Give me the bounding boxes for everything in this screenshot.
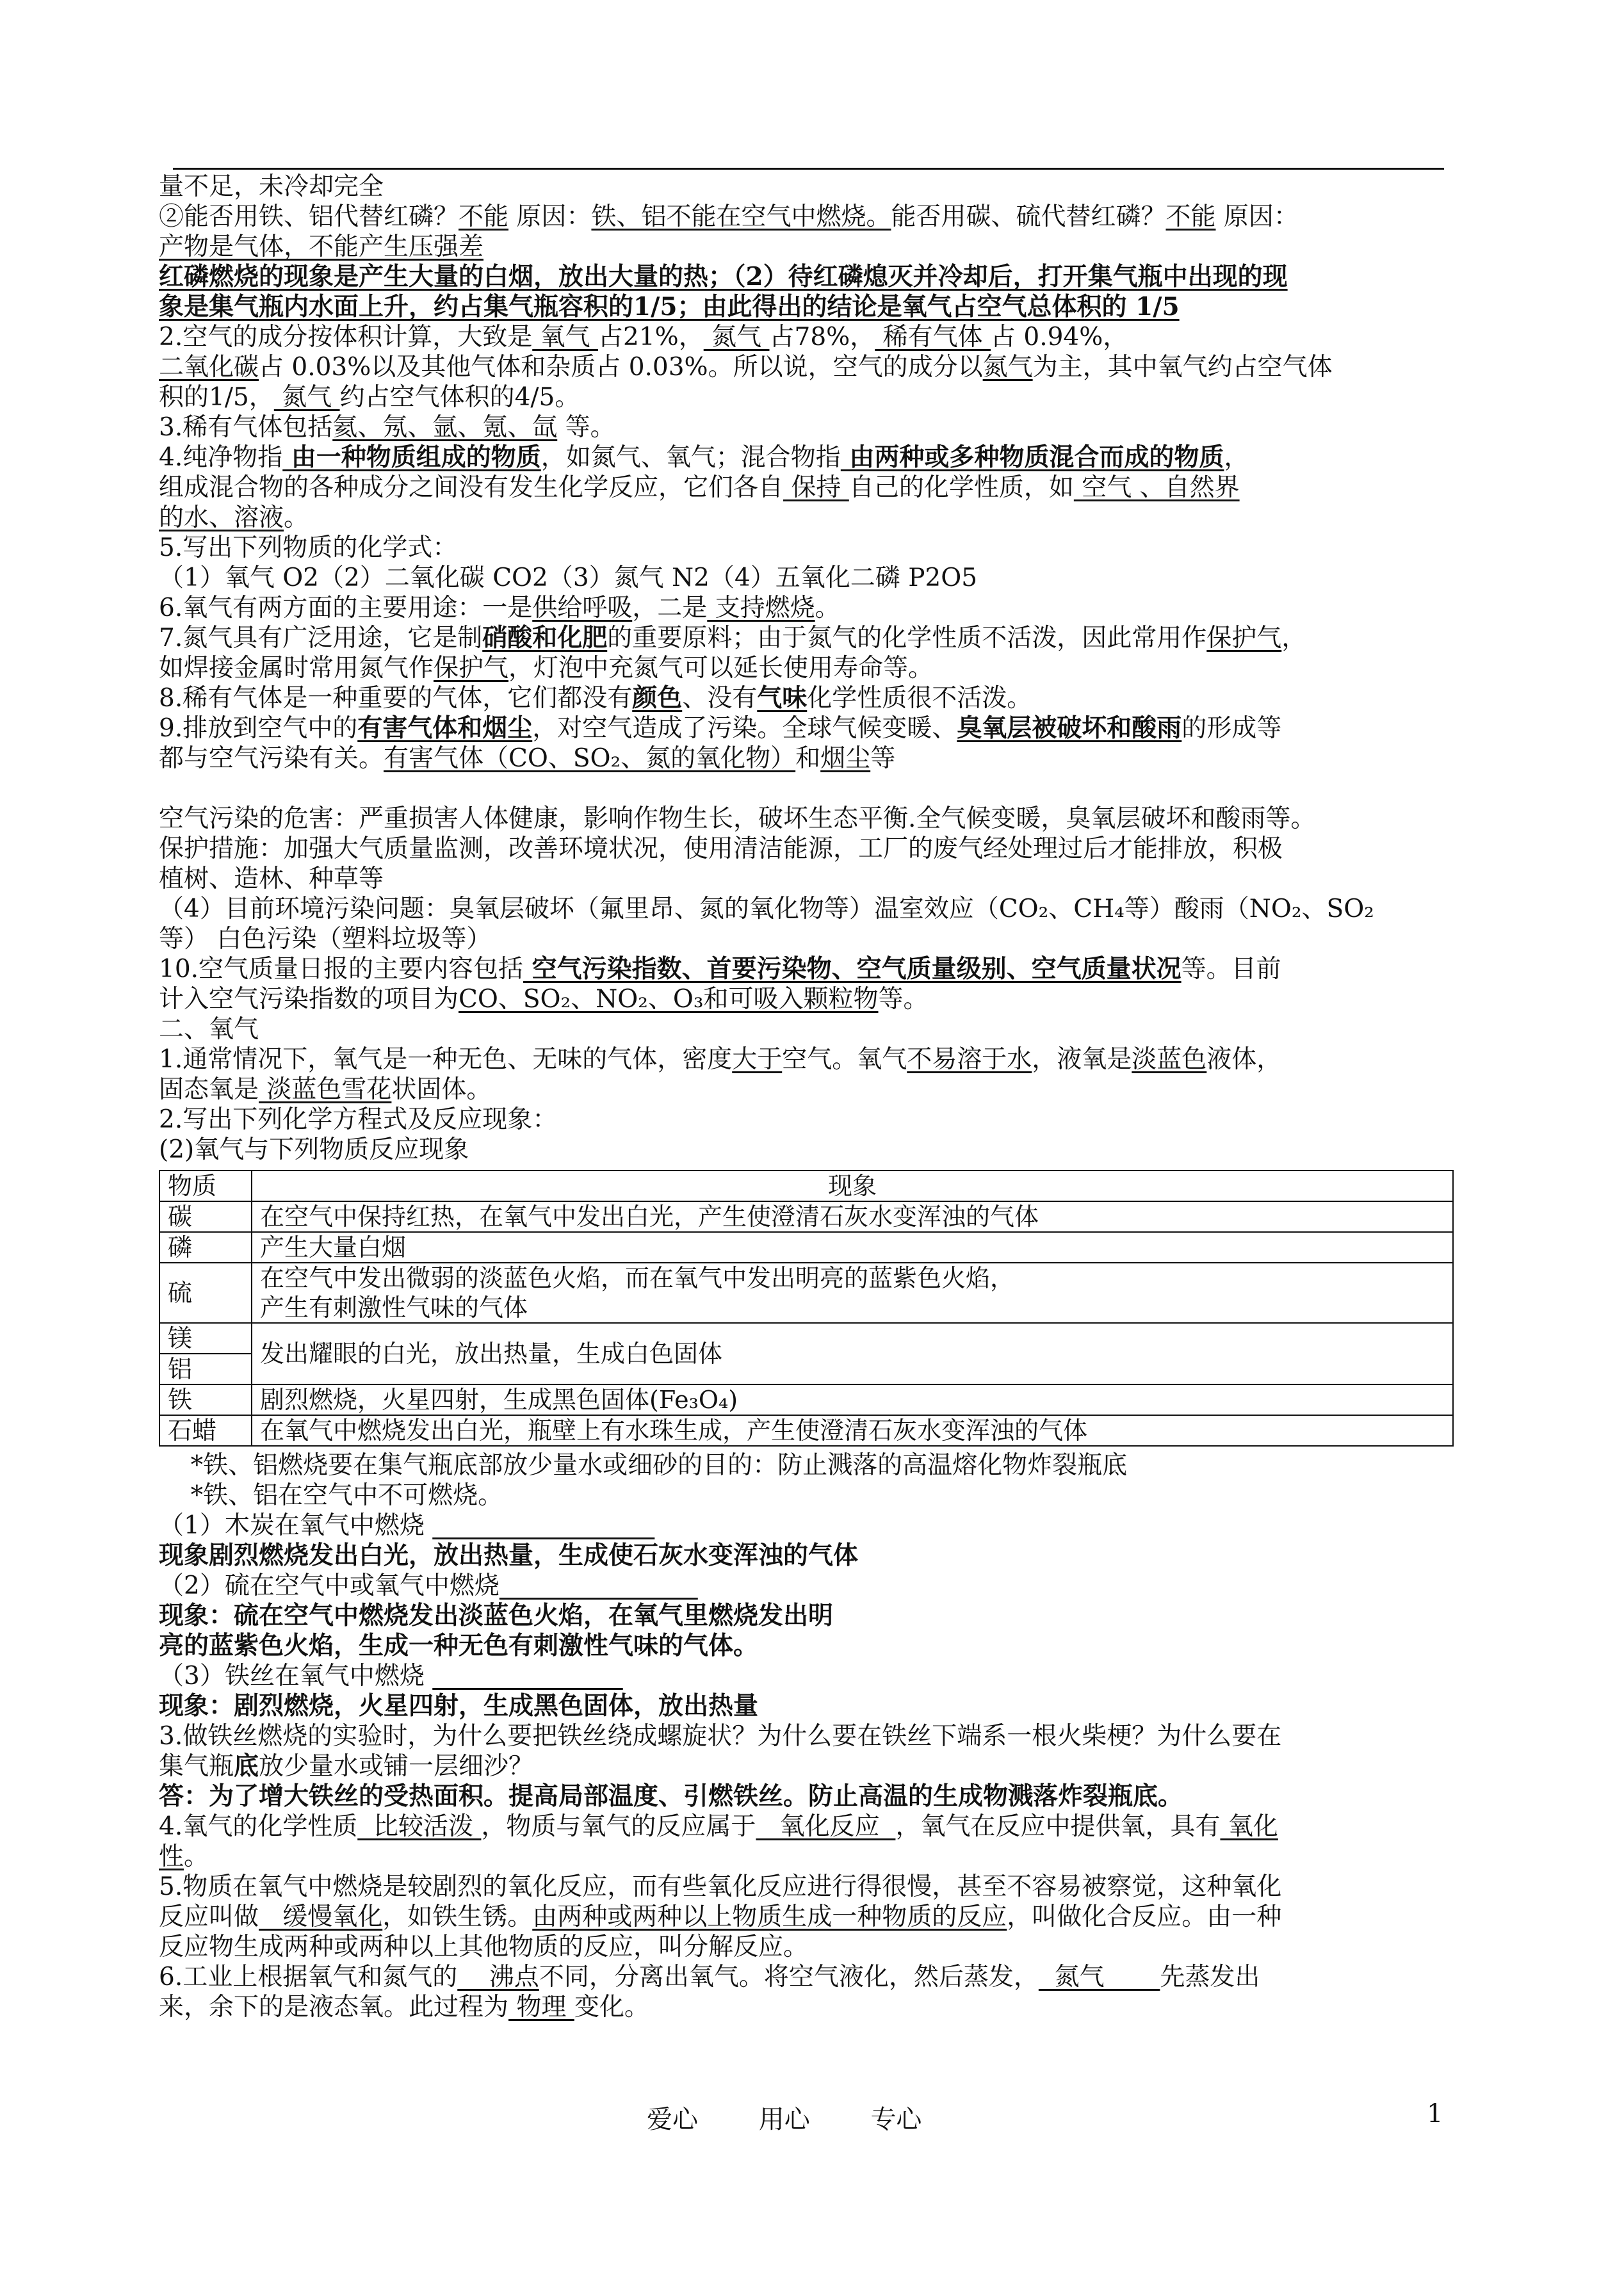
text-line: 固态氧是 淡蓝色雪花状固体。	[159, 1075, 492, 1104]
text-line: 量不足，未冷却完全	[159, 172, 384, 201]
text-line: 8.稀有气体是一种重要的气体，它们都没有颜色、没有气味化学性质很不活泼。	[159, 683, 1032, 713]
table-row	[159, 1323, 1453, 1354]
text-line: 保护措施：加强大气质量监测，改善环境状况，使用清洁能源，工厂的废气经处理过后才能排放，积极	[159, 834, 1283, 863]
footer-item: 爱心	[647, 2105, 698, 2134]
text-line: 植树、造林、种草等	[159, 864, 384, 893]
text-line: （1）氧气 O2（2）二氧化碳 CO2（3）氮气 N2（4）五氧化二磷 P2O5	[159, 564, 978, 592]
text-line: 如焊接金属时常用氮气作保护气，灯泡中充氮气可以延长使用寿命等。	[159, 654, 934, 683]
text-line: 计入空气污染指数的项目为CO、SO₂、NO₂、O₃和可吸入颗粒物等。	[159, 985, 929, 1014]
reaction-table	[159, 1170, 1454, 1447]
text-line: 空气污染的危害：严重损害人体健康，影响作物生长，破坏生态平衡.全气候变暖，臭氧层破坏和酸雨等。	[159, 804, 1316, 833]
footer-motto	[647, 2099, 974, 2136]
table-cell: 镁	[159, 1323, 252, 1354]
text-line: 5.写出下列物质的化学式：	[159, 533, 458, 562]
footer-item: 专心	[870, 2105, 922, 2134]
footer-item: 用心	[758, 2105, 810, 2134]
text-line: 现象剧烈燃烧发出白光，放出热量，生成使石灰水变浑浊的气体	[159, 1541, 859, 1570]
blank-line	[159, 774, 1452, 804]
table-header-row	[159, 1171, 1453, 1201]
table-header-cell: 现象	[252, 1171, 1453, 1201]
table-row	[159, 1201, 1453, 1232]
table-cell: 磷	[159, 1232, 252, 1263]
text-line: 组成混合物的各种成分之间没有发生化学反应，它们各自 保持 自己的化学性质，如 空气 、自然界	[159, 473, 1240, 502]
text-line: 6.氧气有两方面的主要用途：一是供给呼吸，二是 支持燃烧。	[159, 594, 840, 622]
text-line: 二氧化碳占 0.03%以及其他气体和杂质占 0.03%。所以说，空气的成分以氮气为主，其中氧气约占空气体	[159, 353, 1333, 382]
text-line: （4）目前环境污染问题：臭氧层破坏（氟里昂、氮的氧化物等）温室效应（CO₂、CH₄等）酸雨（NO₂、SO₂	[159, 895, 1374, 923]
table-cell: 石蜡	[159, 1415, 252, 1446]
text-line: 10.空气质量日报的主要内容包括 空气污染指数、首要污染物、空气质量级别、空气质量状况等。目前	[159, 954, 1281, 984]
table-cell: 铝	[159, 1354, 252, 1384]
text-line: 反应叫做 缓慢氧化，如铁生锈。由两种或两种以上物质生成一种物质的反应，叫做化合反应。由一种	[159, 1902, 1282, 1931]
table-cell: 产生大量白烟	[252, 1232, 1453, 1263]
text-line: 产物是气体，不能产生压强差	[159, 232, 484, 261]
text-line: 亮的蓝紫色火焰，生成一种无色有刺激性气味的气体。	[159, 1631, 759, 1660]
text-line: （2）硫在空气中或氧气中燃烧	[159, 1571, 499, 1600]
text-line: ②能否用铁、铝代替红磷？不能 原因：铁、铝不能在空气中燃烧。能否用碳、硫代替红磷？不能 原因：	[159, 202, 1299, 231]
text-line: 来，余下的是液态氧。此过程为 物理 变化。	[159, 1993, 649, 2022]
table-cell: 在氧气中燃烧发出白光，瓶壁上有水珠生成，产生使澄清石灰水变浑浊的气体	[252, 1415, 1453, 1446]
text-line: 1.通常情况下，氧气是一种无色、无味的气体，密度大于空气。氧气不易溶于水，液氧是淡蓝色液体，	[159, 1045, 1282, 1074]
document-body	[159, 172, 1452, 2022]
text-line: 3.稀有气体包括氦、氖、氩、氪、氙 等。	[159, 413, 615, 442]
text-line: 5.物质在氧气中燃烧是较剧烈的氧化反应，而有些氧化反应进行得很慢，甚至不容易被察觉，这种氧化	[159, 1872, 1282, 1901]
text-line: 7.氮气具有广泛用途，它是制硝酸和化肥的重要原料；由于氮气的化学性质不活泼，因此常用作保护气，	[159, 623, 1307, 653]
text-line: 现象：硫在空气中燃烧发出淡蓝色火焰，在氧气里燃烧发出明	[159, 1601, 834, 1630]
table-row	[159, 1232, 1453, 1263]
text-line: *铁、铝在空气中不可燃烧。	[159, 1481, 503, 1510]
text-line: (2)氧气与下列物质反应现象	[159, 1135, 469, 1164]
text-line: 现象：剧烈燃烧，火星四射，生成黑色固体，放出热量	[159, 1691, 759, 1721]
table-cell: 剧烈燃烧，火星四射，生成黑色固体(Fe₃O₄)	[252, 1384, 1453, 1415]
text-line: 积的1/5， 氮气 约占空气体积的4/5。	[159, 383, 580, 412]
text-line: 2.写出下列化学方程式及反应现象：	[159, 1105, 558, 1134]
text-line: 4.纯净物指 由一种物质组成的物质，如氮气、氧气；混合物指 由两种或多种物质混合而成的物质，	[159, 442, 1249, 472]
table-row	[159, 1415, 1453, 1446]
table-cell: 铁	[159, 1384, 252, 1415]
text-line: 3.做铁丝燃烧的实验时，为什么要把铁丝绕成螺旋状？为什么要在铁丝下端系一根火柴梗？为什么要在	[159, 1722, 1282, 1751]
text-line: 集气瓶底放少量水或铺一层细沙？	[159, 1751, 534, 1781]
text-line: 6.工业上根据氧气和氮气的 沸点不同，分离出氧气。将空气液化，然后蒸发， 氮气 先蒸发出	[159, 1963, 1260, 1991]
text-line: *铁、铝燃烧要在集气瓶底部放少量水或细砂的目的：防止溅落的高温熔化物炸裂瓶底	[159, 1451, 1128, 1480]
table-cell: 在空气中保持红热，在氧气中发出白光，产生使澄清石灰水变浑浊的气体	[252, 1201, 1453, 1232]
text-line: 4.氧气的化学性质 比较活泼 ，物质与氧气的反应属于 氧化反应 ，氧气在反应中提供氧，具有 氧化	[159, 1812, 1278, 1841]
section-heading: 二、氧气	[159, 1015, 259, 1044]
table-cell: 硫	[159, 1263, 252, 1323]
table-row	[159, 1384, 1453, 1415]
text-line: 答：为了增大铁丝的受热面积。提高局部温度、引燃铁丝。防止高温的生成物溅落炸裂瓶底。	[159, 1781, 1183, 1811]
table-cell: 在空气中发出微弱的淡蓝色火焰，而在氧气中发出明亮的蓝紫色火焰， 产生有刺激性气味的气体	[252, 1263, 1453, 1323]
table-cell: 碳	[159, 1201, 252, 1232]
text-line: 等） 白色污染（塑料垃圾等）	[159, 925, 492, 953]
text-line: 9.排放到空气中的有害气体和烟尘，对空气造成了污染。全球气候变暖、臭氧层被破坏和酸雨的形成等	[159, 713, 1282, 743]
text-line: 红磷燃烧的现象是产生大量的白烟，放出大量的热；（2）待红磷熄灭并冷却后，打开集气瓶中出现的现	[159, 262, 1288, 291]
text-line: 象是集气瓶内水面上升，约占集气瓶容积的1/5；由此得出的结论是氧气占空气总体积的 1/5	[159, 292, 1180, 321]
page-number: 1	[1427, 2099, 1443, 2129]
text-line: 性。	[159, 1842, 209, 1871]
header-rule	[173, 168, 1444, 170]
table-row	[159, 1263, 1453, 1323]
table-cell: 发出耀眼的白光，放出热量，生成白色固体	[252, 1323, 1453, 1384]
text-line: 的水、溶液。	[159, 503, 309, 532]
text-line: 都与空气污染有关。有害气体（CO、SO₂、氮的氧化物）和烟尘等	[159, 744, 896, 773]
table-header-cell: 物质	[159, 1171, 252, 1201]
text-line: 反应物生成两种或两种以上其他物质的反应，叫分解反应。	[159, 1933, 809, 1961]
text-line: 2.空气的成分按体积计算，大致是 氧气 占21%， 氮气 占78%， 稀有气体 占 0.94%，	[159, 323, 1128, 352]
text-line: （3）铁丝在氧气中燃烧	[159, 1662, 433, 1691]
text-line: （1）木炭在氧气中燃烧	[159, 1511, 433, 1540]
